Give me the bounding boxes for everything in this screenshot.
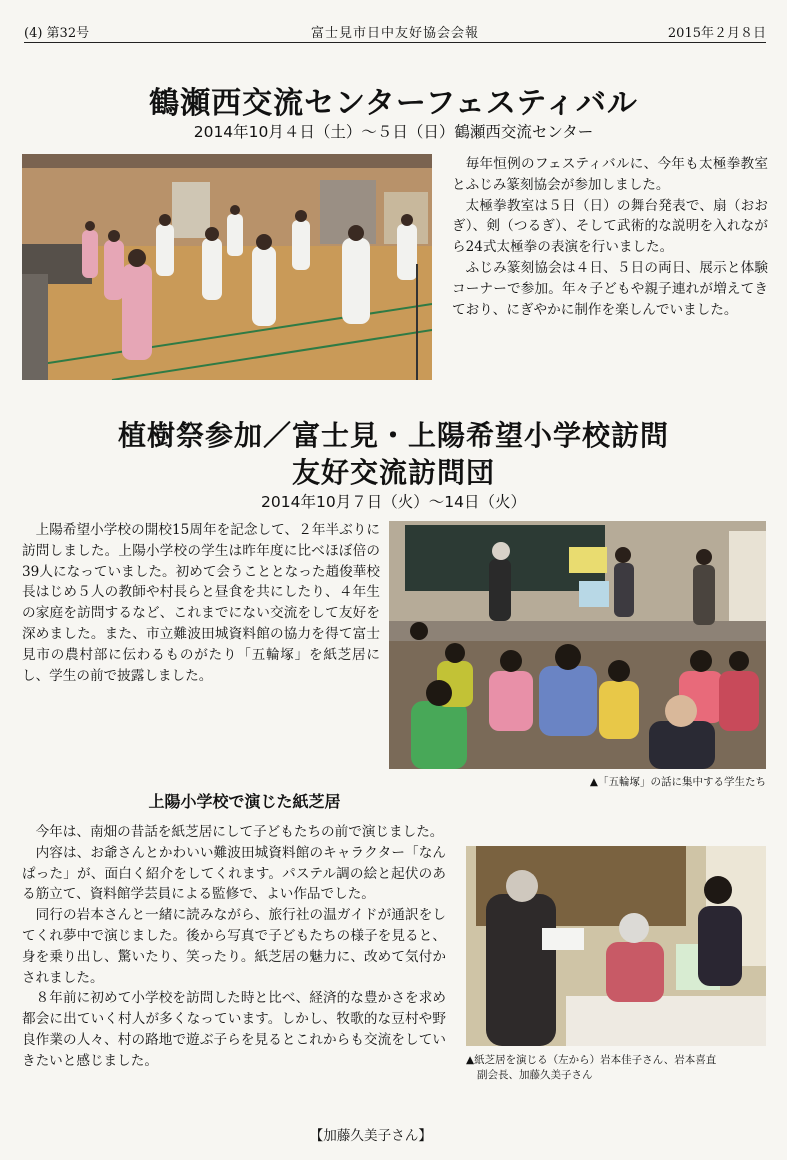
- classroom-photo: [389, 521, 766, 769]
- classroom-photo-caption: ▲「五輪塚」の話に集中する学生たち: [589, 776, 766, 788]
- article2-paragraph: 上陽希望小学校の開校15周年を記念して、２年半ぶりに訪問しました。上陽小学校の学生は昨年度に比べほぼ倍の39人になっていました。初めて会うこととなった趙俊華校長はじめ５人の教師や村長らと昼食を共にしたり、４年生の家庭を訪問するなど、これまでにない交流をして友好を深めました。また、市立難波田城資料館の協力を得て富士見市の農村部に伝わるものがたり「五輪塚」を紙芝居にし、学生の前で披露しました。: [22, 522, 380, 684]
- article1-title: 鶴瀬西交流センターフェスティバル: [149, 86, 638, 121]
- article3-paragraph: 同行の岩本さんと一緒に読みながら、旅行社の温ガイドが通訳をしてくれ夢中で演じました。後から写真で子どもたちの様子を見ると、身を乗り出し、驚いたり、笑ったり。紙芝居の魅力に、改めて気付かされました。: [22, 907, 446, 986]
- article3-body: [22, 822, 446, 1072]
- page-header: [24, 22, 766, 43]
- issue-number: (4) 第32号: [24, 26, 90, 41]
- article3-paragraph: 今年は、南畑の昔話を紙芝居にして子どもたちの前で演じました。: [35, 824, 444, 840]
- article1-subtitle: 2014年10月４日（土）～５日（日）鶴瀬西交流センター: [193, 123, 594, 141]
- kamishibai-caption-line1: ▲紙芝居を演じる（左から）岩本佳子さん、岩本喜直: [466, 1054, 717, 1066]
- article1-paragraph: 太極拳教室は５日（日）の舞台発表で、扇（おおぎ）、剣（つるぎ）、そして武術的な説明を入れながら24式太極拳の表演を行いました。: [452, 197, 768, 256]
- article2-title-line2: 友好交流訪問団: [291, 456, 495, 489]
- article3-paragraph: 内容は、お爺さんとかわいい難波田城資料館のキャラクター「なんぱった」が、面白く紹介をしてくれます。パステル調の絵と起伏のある筋立て、資料館学芸員による監修で、よい作品でした。: [22, 844, 446, 903]
- issue-date: 2015年２月８日: [667, 26, 766, 41]
- kamishibai-photo: [466, 846, 766, 1046]
- taichi-photo: [22, 154, 432, 380]
- article2-title-line1: 植樹祭参加／富士見・上陽希望小学校訪問: [117, 419, 669, 452]
- article1-body: [452, 154, 768, 320]
- kamishibai-caption-line2: 副会長、加藤久美子さん: [477, 1069, 593, 1081]
- article1-paragraph: 毎年恒例のフェスティバルに、今年も太極拳教室とふじみ篆刻協会が参加しました。: [452, 156, 768, 193]
- kamishibai-photo-caption: [466, 1053, 776, 1083]
- article3-paragraph: ８年前に初めて小学校を訪問した時と比べ、経済的な豊かさを求め都会に出ていく村人が多くなっています。しかし、牧歌的な豆村や野良作業の人々、村の路地で遊ぶ子らを見るとこれからも交流をしていきたいと感じました。: [22, 990, 446, 1069]
- article2-body: [22, 520, 380, 686]
- newsletter-title: 富士見市日中友好協会会報: [310, 26, 479, 41]
- article3-heading: 上陽小学校で演じた紙芝居: [148, 792, 341, 811]
- article3-author: 【加藤久美子さん】: [309, 1128, 432, 1144]
- article2-subtitle: 2014年10月７日（火）～14日（火）: [261, 493, 526, 511]
- article1-paragraph: ふじみ篆刻協会は４日、５日の両日、展示と体験コーナーで参加。年々子どもや親子連れが増えてきており、にぎやかに制作を楽しんでいました。: [452, 259, 768, 318]
